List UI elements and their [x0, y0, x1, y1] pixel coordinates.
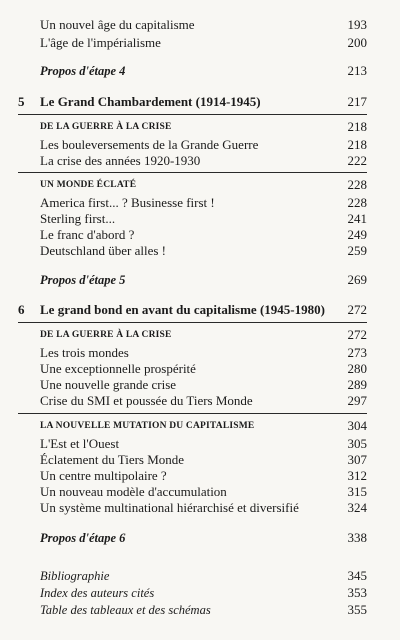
- toc-back-matter-entry: [0, 602, 400, 618]
- chapter-number: 6: [18, 302, 25, 317]
- toc-entry-page: 289: [347, 377, 367, 392]
- toc-entry-title: Sterling first...: [40, 211, 116, 226]
- toc-entry-page: 280: [347, 361, 367, 376]
- toc-entry: [0, 468, 400, 484]
- toc-entry-page: 228: [347, 195, 367, 210]
- toc-entry-title: L'Est et l'Ouest: [40, 436, 120, 451]
- toc-entry-title: Les trois mondes: [40, 345, 129, 360]
- toc-section-heading: [0, 119, 400, 135]
- toc-entry-title: Index des auteurs cités: [40, 586, 155, 600]
- toc-entry: [0, 452, 400, 468]
- toc-entry-page: 241: [347, 211, 367, 226]
- toc-entry-title: Deutschland über alles !: [40, 243, 166, 258]
- toc-entry-title: Bibliographie: [40, 569, 110, 583]
- section-heading-title: LA NOUVELLE MUTATION DU CAPITALISME: [40, 421, 255, 431]
- toc-entry-page: 213: [347, 63, 367, 78]
- toc-entry: [0, 345, 400, 361]
- toc-entry-page: 269: [347, 272, 367, 287]
- toc-entry: [0, 195, 400, 211]
- section-divider: [18, 413, 367, 414]
- toc-entry: [0, 393, 400, 409]
- toc-entry-page: 259: [347, 243, 367, 258]
- toc-entry-title: Un nouvel âge du capitalisme: [40, 17, 195, 32]
- section-heading-page: 218: [347, 119, 367, 134]
- chapter-number: 5: [18, 94, 25, 109]
- section-heading-page: 304: [347, 418, 367, 433]
- toc-entry-page: 324: [347, 500, 367, 515]
- toc-entry-page: 218: [347, 137, 367, 152]
- section-divider: [18, 322, 367, 323]
- toc-entry-title: Une exceptionnelle prospérité: [40, 361, 196, 376]
- toc-entry: [0, 137, 400, 153]
- toc-entry-page: 297: [347, 393, 367, 408]
- section-divider: [18, 172, 367, 173]
- toc-propos-etape: [0, 272, 400, 288]
- chapter-title: Le Grand Chambardement (1914-1945): [40, 94, 261, 109]
- toc-entry-title: La crise des années 1920-1930: [40, 153, 201, 168]
- toc-entry-page: 312: [347, 468, 367, 483]
- toc-entry: [0, 227, 400, 243]
- toc-entry-page: 200: [347, 35, 367, 50]
- toc-entry-title: Un système multinational hiérarchisé et diversifié: [40, 500, 299, 515]
- section-heading-page: 228: [347, 177, 367, 192]
- chapter-page: 272: [347, 302, 367, 317]
- toc-entry-page: 345: [347, 568, 367, 583]
- section-heading-page: 272: [347, 327, 367, 342]
- toc-entry-page: 222: [347, 153, 367, 168]
- toc-chapter: [0, 302, 400, 318]
- toc-chapter: [0, 94, 400, 110]
- toc-entry-title: America first... ? Businesse first !: [40, 195, 215, 210]
- toc-back-matter-entry: [0, 585, 400, 601]
- toc-entry-title: Un nouveau modèle d'accumulation: [40, 484, 227, 499]
- toc-entry: [0, 211, 400, 227]
- toc-entry-title: Propos d'étape 6: [40, 531, 126, 545]
- chapter-title: Le grand bond en avant du capitalisme (1945-1980): [40, 302, 325, 317]
- section-divider: [18, 114, 367, 115]
- toc-entry-title: Propos d'étape 5: [40, 273, 126, 287]
- toc-entry-page: 305: [347, 436, 367, 451]
- toc-section-heading: [0, 177, 400, 193]
- toc-entry: [0, 35, 400, 51]
- toc-entry-page: 193: [347, 17, 367, 32]
- toc-back-matter-entry: [0, 568, 400, 584]
- toc-entry-page: 338: [347, 530, 367, 545]
- toc-entry-title: Table des tableaux et des schémas: [40, 603, 211, 617]
- toc-section-heading: [0, 327, 400, 343]
- toc-section-heading: [0, 418, 400, 434]
- toc-entry: [0, 243, 400, 259]
- toc-entry-page: 353: [347, 585, 367, 600]
- toc-entry: [0, 153, 400, 169]
- chapter-page: 217: [347, 94, 367, 109]
- toc-entry-title: Propos d'étape 4: [40, 64, 126, 78]
- toc-entry-title: Les bouleversements de la Grande Guerre: [40, 137, 259, 152]
- toc-entry: [0, 500, 400, 516]
- toc-entry-page: 315: [347, 484, 367, 499]
- toc-entry-page: 249: [347, 227, 367, 242]
- toc-entry-title: Une nouvelle grande crise: [40, 377, 177, 392]
- toc-entry-page: 307: [347, 452, 367, 467]
- toc-entry-title: Éclatement du Tiers Monde: [40, 452, 185, 467]
- toc-entry: [0, 484, 400, 500]
- toc-entry-title: L'âge de l'impérialisme: [40, 35, 161, 50]
- section-heading-title: UN MONDE ÉCLATÉ: [40, 180, 137, 190]
- toc-entry: [0, 436, 400, 452]
- toc-entry-page: 355: [347, 602, 367, 617]
- toc-entry: [0, 377, 400, 393]
- toc-propos-etape: [0, 530, 400, 546]
- section-heading-title: DE LA GUERRE À LA CRISE: [40, 122, 172, 132]
- toc-entry: [0, 17, 400, 33]
- section-heading-title: DE LA GUERRE À LA CRISE: [40, 330, 172, 340]
- toc-entry-page: 273: [347, 345, 367, 360]
- toc-entry: [0, 361, 400, 377]
- toc-propos-etape: [0, 63, 400, 79]
- toc-entry-title: Crise du SMI et poussée du Tiers Monde: [40, 393, 253, 408]
- toc-entry-title: Un centre multipolaire ?: [40, 468, 167, 483]
- toc-entry-title: Le franc d'abord ?: [40, 227, 135, 242]
